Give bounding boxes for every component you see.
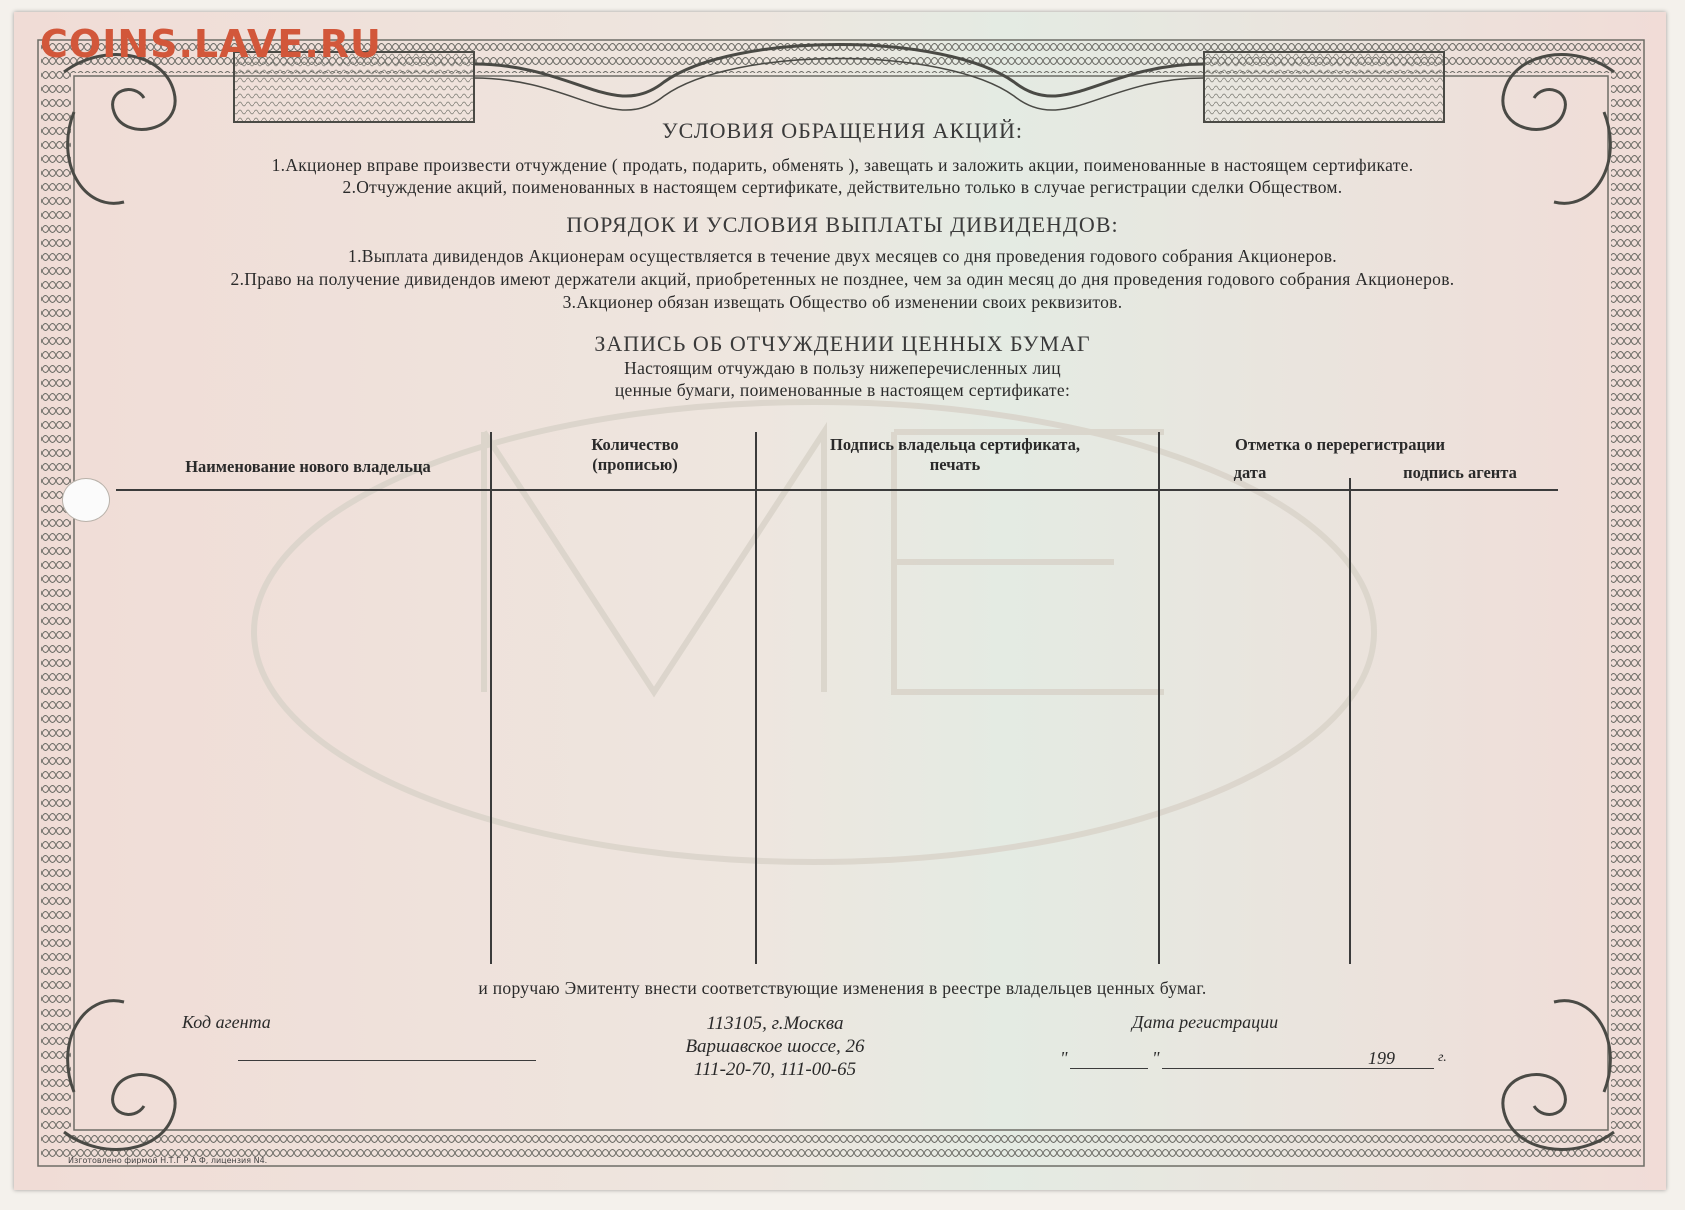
table-divider-4 [1349, 478, 1351, 964]
dividend-rule-1: 1.Выплата дивидендов Акционерам осуществляется в течение двух месяцев со дня проведения годового собрания Акционеров. [348, 246, 1337, 266]
circulation-rule-2: 2.Отчуждение акций, поименованных в настоящем сертификате, действительно только в случае регистрации сделки Обществом. [342, 177, 1343, 197]
table-header-rule [116, 489, 1558, 491]
col-header-date: дата [1233, 463, 1267, 482]
section-title-dividends: ПОРЯДОК И УСЛОВИЯ ВЫПЛАТЫ ДИВИДЕНДОВ: [566, 212, 1119, 237]
col-header-new-owner: Наименование нового владельца [185, 457, 431, 476]
section-title-alienation: ЗАПИСЬ ОБ ОТЧУЖДЕНИИ ЦЕННЫХ БУМАГ [594, 331, 1091, 356]
address-line-1: 113105, г.Москва [706, 1013, 844, 1034]
table-divider-2 [755, 432, 757, 964]
agent-code-label: Код агента [182, 1012, 271, 1032]
col-header-agent-signature: подпись агента [1403, 463, 1517, 482]
day-blank[interactable] [1070, 1068, 1148, 1069]
col-header-signature-line2: печать [929, 455, 981, 474]
table-divider-3 [1158, 432, 1160, 964]
year-suffix: г. [1438, 1050, 1447, 1065]
alienation-line-1: Настоящим отчуждаю в пользу нижеперечисленных лиц [624, 358, 1061, 378]
col-header-signature-line1: Подпись владельца сертификата, [830, 435, 1080, 454]
col-header-signature [770, 435, 1140, 475]
address-line-2: Варшавское шоссе, 26 [685, 1036, 865, 1057]
col-header-reregistration: Отметка о перерегистрации [1234, 435, 1446, 454]
section-title-circulation: УСЛОВИЯ ОБРАЩЕНИЯ АКЦИЙ: [662, 118, 1023, 143]
year-blank[interactable] [1400, 1068, 1434, 1069]
punch-hole [62, 478, 110, 522]
issuer-address [600, 1012, 950, 1081]
col-header-quantity [540, 435, 730, 475]
site-watermark: COINS.LAVE.RU [40, 22, 382, 66]
circulation-rule-1: 1.Акционер вправе произвести отчуждение ( продать, подарить, обменять ), завещать и заложить акции, поименованные в настоящем сертификате. [271, 155, 1414, 175]
col-header-quantity-line1: Количество [591, 435, 679, 454]
quote-open-1: " [1060, 1048, 1068, 1068]
col-header-quantity-line2: (прописью) [592, 455, 678, 474]
dividend-rule-2: 2.Право на получение дивидендов имеют держатели акций, приобретенных не позднее, чем за один месяц до дня проведения годового собрания Акционеров. [230, 269, 1455, 289]
address-line-3: 111-20-70, 111-00-65 [693, 1059, 857, 1080]
alienation-line-2: ценные бумаги, поименованные в настоящем сертификате: [614, 380, 1071, 400]
agent-code-field[interactable] [238, 1060, 536, 1061]
year-prefix: 199 [1368, 1048, 1395, 1068]
printer-imprint: Изготовлено фирмой Н.Т.Г Р А Ф, лицензия N4. [68, 1156, 268, 1165]
dividend-rule-3: 3.Акционер обязан извещать Общество об изменении своих реквизитов. [562, 292, 1123, 312]
instruction-line: и поручаю Эмитенту внести соответствующие изменения в реестре владельцев ценных бумаг. [478, 978, 1207, 998]
quote-close-1: " [1152, 1048, 1160, 1068]
table-divider-1 [490, 432, 492, 964]
registration-date-label: Дата регистрации [1132, 1012, 1279, 1032]
registration-date-field[interactable] [1060, 1048, 1460, 1072]
